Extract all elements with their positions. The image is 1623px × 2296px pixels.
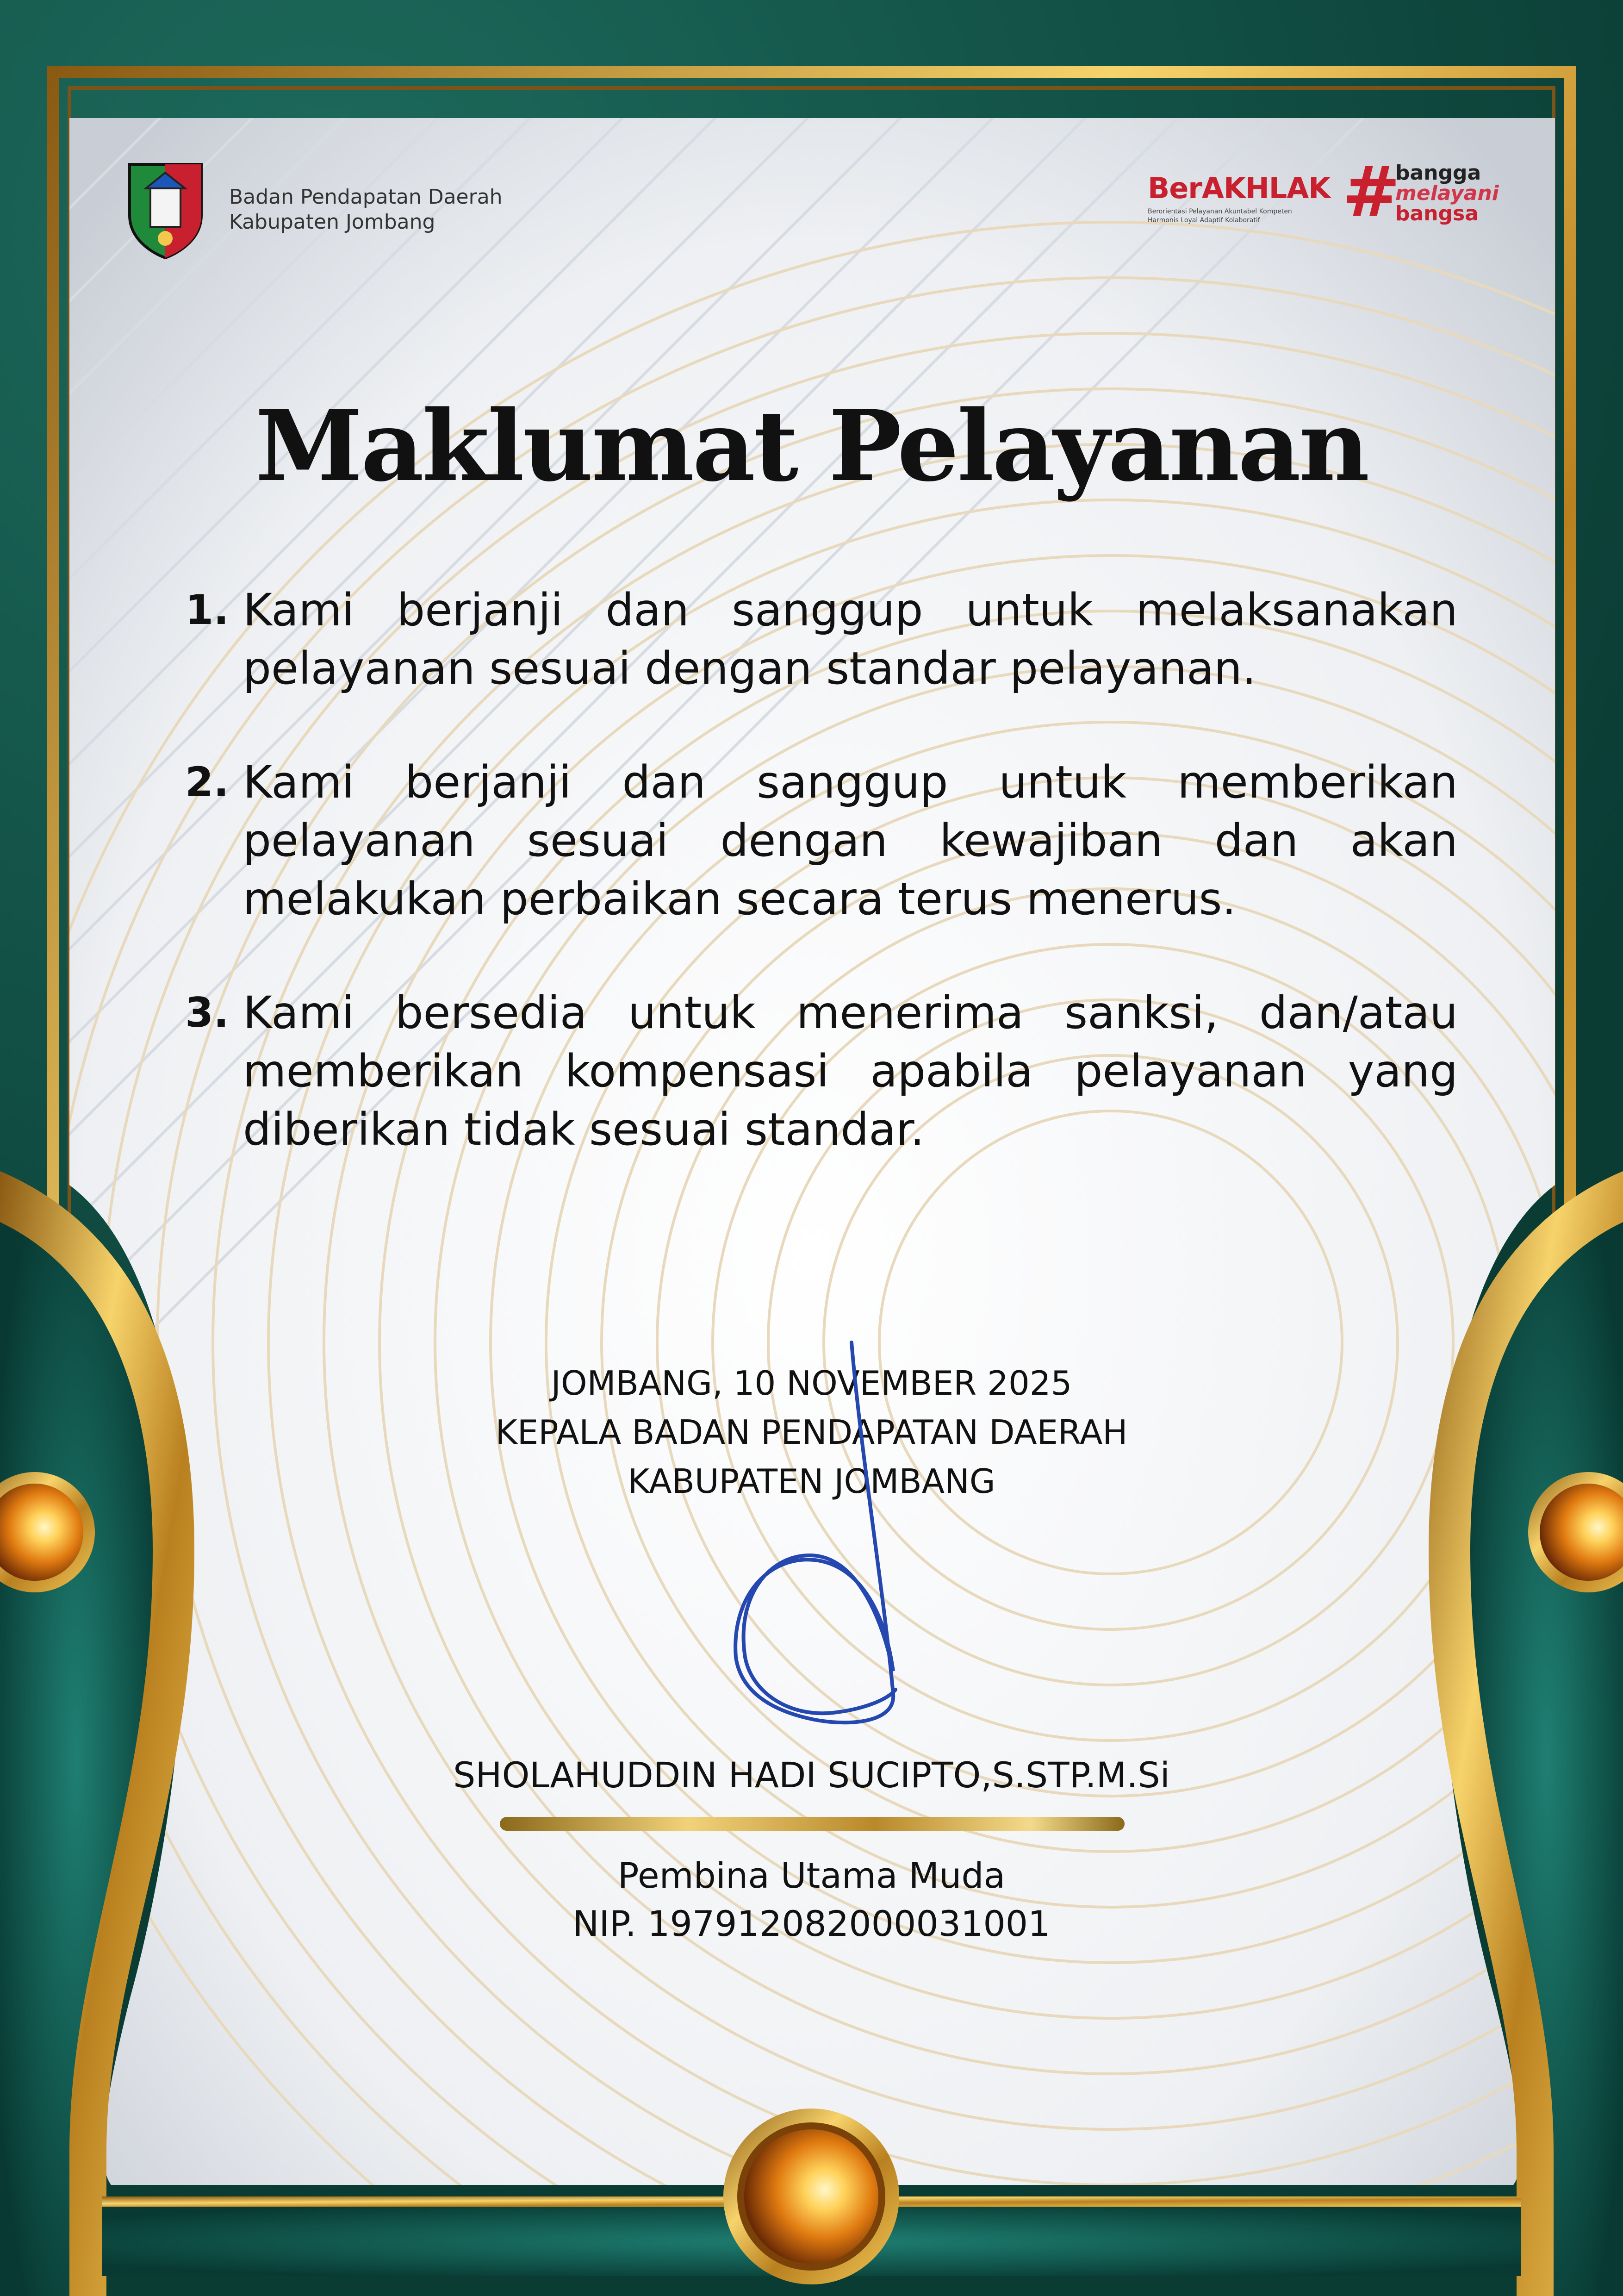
signatory-name: SHOLAHUDDIN HADI SUCIPTO,S.STP.M.Si xyxy=(453,1754,1170,1796)
signatory-nip: NIP. 197912082000031001 xyxy=(572,1903,1051,1944)
agency-line-1: Badan Pendapatan Daerah xyxy=(229,185,503,209)
signatory-position-1: KEPALA BADAN PENDAPATAN DAERAH xyxy=(495,1413,1128,1452)
list-item xyxy=(185,581,1458,698)
item-number: 3. xyxy=(185,989,229,1036)
bangga-line-3: bangsa xyxy=(1395,202,1479,225)
list-item xyxy=(185,753,1458,928)
berakhlak-tagline-2: Harmonis Loyal Adaptif Kolaboratif xyxy=(1148,217,1260,224)
signatory-rank: Pembina Utama Muda xyxy=(617,1855,1006,1896)
bangga-melayani-bangsa xyxy=(1395,163,1499,224)
signature-mark xyxy=(713,1338,907,1754)
berakhlak-tagline-1: Berorientasi Pelayanan Akuntabel Kompeten xyxy=(1148,208,1292,215)
signatory-position-2: KABUPATEN JOMBANG xyxy=(628,1462,995,1501)
signatory-rank-block xyxy=(0,1852,1623,1948)
agency-name xyxy=(229,185,503,235)
berakhlak-brand xyxy=(1143,153,1504,241)
list-item xyxy=(185,984,1458,1159)
berakhlak-tagline xyxy=(1148,207,1342,225)
bangga-line-1: bangga xyxy=(1395,161,1481,185)
page-title: Maklumat Pelayanan xyxy=(255,389,1368,503)
item-text: Kami bersedia untuk menerima sanksi, dan/atau memberikan kompensasi apabila pelayanan yang diberikan tidak sesuai standar. xyxy=(243,987,1458,1155)
bangga-line-2: melayani xyxy=(1395,181,1499,205)
name-underline xyxy=(500,1817,1125,1831)
item-number: 2. xyxy=(185,758,229,806)
place-date: JOMBANG, 10 NOVEMBER 2025 xyxy=(551,1364,1072,1403)
item-text: Kami berjanji dan sanggup untuk melaksanakan pelayanan sesuai dengan standar pelayanan. xyxy=(243,584,1458,694)
berakhlak-logo: BerAKHLAK xyxy=(1148,171,1331,205)
item-text: Kami berjanji dan sanggup untuk memberikan pelayanan sesuai dengan kewajiban dan akan melakukan perbaikan secara terus menerus. xyxy=(243,756,1458,925)
jombang-crest-icon xyxy=(125,160,206,259)
service-commitment-list xyxy=(185,581,1458,1214)
hashtag-symbol: # xyxy=(1342,152,1400,232)
item-number: 1. xyxy=(185,586,229,634)
agency-logo-block xyxy=(125,160,503,259)
agency-line-2: Kabupaten Jombang xyxy=(229,210,435,234)
